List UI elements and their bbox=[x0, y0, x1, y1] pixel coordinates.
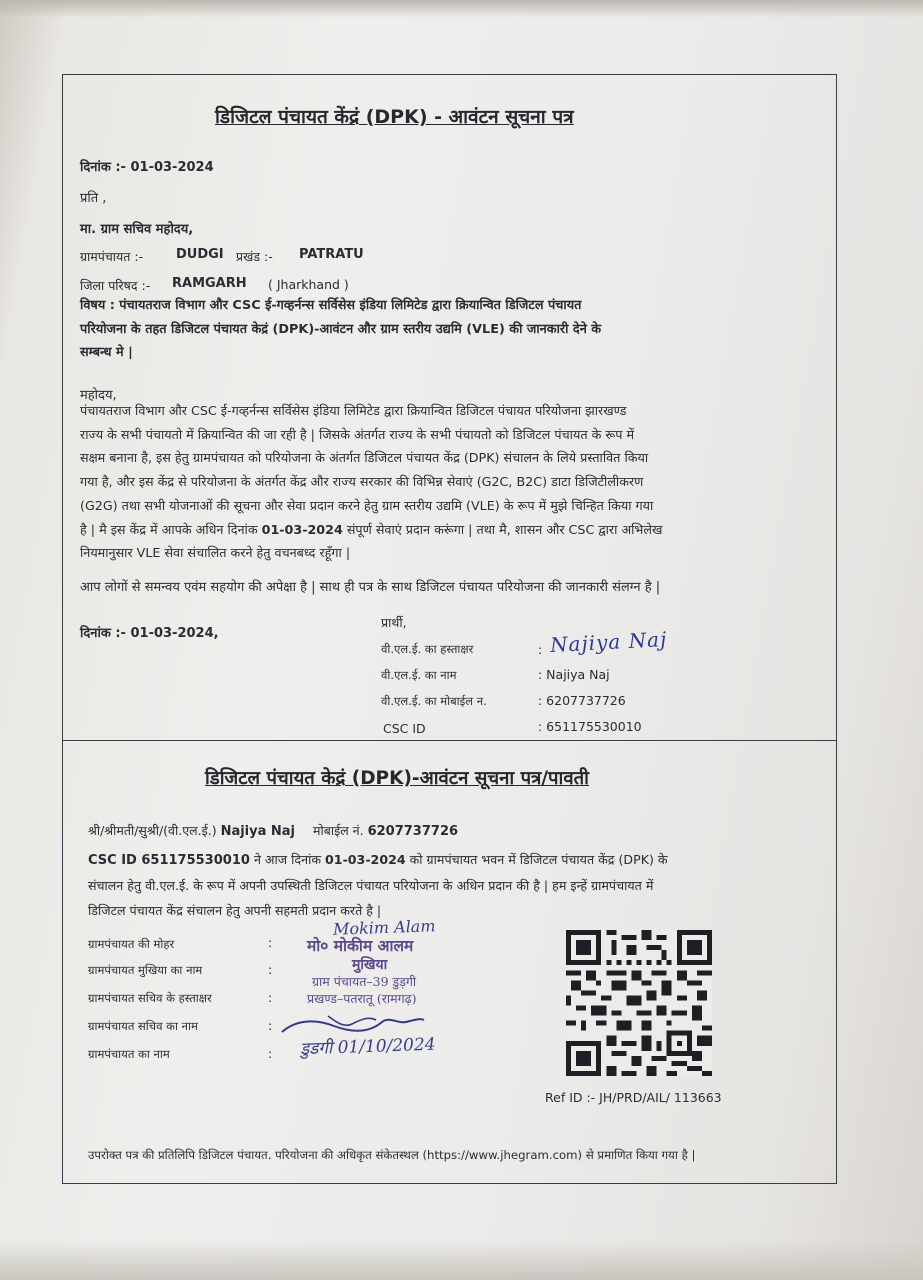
receipt-salutation bbox=[88, 822, 458, 839]
field-colon: : bbox=[268, 1018, 273, 1033]
body-line: नियमानुसार VLE सेवा संचालित करने हेतु वचनबध्द रहूँगा | bbox=[80, 545, 351, 561]
field-colon: : bbox=[268, 1046, 273, 1061]
receipt-title: डिजिटल पंचायत केद्रं (DPK)-आवंटन सूचना पत्र/पावती bbox=[205, 768, 589, 789]
receipt-mobile-label: मोबाईल नं. bbox=[313, 823, 364, 838]
state-value: ( Jharkhand ) bbox=[268, 277, 349, 292]
subject bbox=[80, 294, 601, 365]
stamp-line: प्रखण्ड–पतरातू (रामगढ़) bbox=[307, 991, 417, 1006]
sign-date: दिनांक :- 01-03-2024, bbox=[80, 626, 219, 641]
ref-id: Ref ID :- JH/PRD/AIL/ 113663 bbox=[545, 1090, 722, 1105]
district-label: जिला परिषद :- bbox=[80, 278, 151, 293]
vle-sign-label: वी.एल.ई. का हस्ताक्षर bbox=[381, 642, 474, 656]
csc-id-label: CSC ID bbox=[383, 721, 426, 736]
vle-mobile-value: : 6207737726 bbox=[538, 693, 626, 708]
to-line: प्रति , bbox=[80, 191, 107, 206]
handwritten-date: डुडगी 01/10/2024 bbox=[299, 1034, 436, 1060]
receipt-mobile-value: 6207737726 bbox=[367, 824, 459, 839]
body-line bbox=[80, 518, 662, 542]
receipt-line: संचालन हेतु वी.एल.ई. के रूप में अपनी उपस्थिती डिजिटल पंचायत परियोजना के अधिन प्रदान की है | हम इन्हें ग्रामपंचायत में bbox=[88, 878, 654, 893]
footer-note: उपरोक्त पत्र की प्रतिलिपि डिजिटल पंचायत. परियोजना की अधिकृत संकेतस्थल (https://www.jhegram.com) से प्रमाणित किया गया है | bbox=[88, 1148, 696, 1162]
page-shadow-top bbox=[0, 0, 923, 18]
notice-date: दिनांक :- 01-03-2024 bbox=[80, 160, 214, 175]
receipt-paragraph bbox=[88, 847, 668, 923]
district-value: RAMGARH bbox=[172, 276, 247, 291]
receipt-line: डिजिटल पंचायत केंद्र संचालन हेतु अपनी सहमती प्रदान करते है | bbox=[88, 903, 382, 918]
vle-mobile-label: वी.एल.ई. का मोबाईल न. bbox=[381, 694, 487, 708]
field-label-panchayat-name: ग्रामपंचायत का नाम bbox=[88, 1047, 170, 1061]
stamp-line: ग्राम पंचायत–39 डुड़गी bbox=[312, 974, 417, 989]
body-line: पंचायतराज विभाग और CSC ई-गव्हर्नन्स सर्विसेस इंडिया लिमिटेड द्वारा क्रियान्वित डिजिटल पंचायत परियोजना झारखण्ड bbox=[80, 403, 627, 418]
notice-title: डिजिटल पंचायत केंद्रं (DPK) - आवंटन सूचना पत्र bbox=[215, 106, 574, 128]
subject-line: सम्बन्ध मे | bbox=[80, 345, 133, 361]
body-line6-post: संपूर्ण सेवाएं प्रदान करूंगा | तथा मै, शासन और CSC द्वारा अभिलेख bbox=[346, 521, 663, 537]
body-line6-date: 01-03-2024 bbox=[261, 521, 343, 537]
receipt-csc-id: CSC ID 651175530010 bbox=[88, 853, 250, 868]
block-label: प्रखंड :- bbox=[236, 249, 273, 264]
addressee: मा. ग्राम सचिव महोदय, bbox=[80, 222, 194, 237]
vle-sign-colon: : bbox=[538, 642, 543, 657]
body-line: राज्य के सभी पंचायतो में क्रियान्वित की जा रही है | जिसके अंतर्गत राज्य के सभी पंचायतो को डिजिटल पंचायत के रूप में bbox=[80, 426, 635, 442]
receipt-line bbox=[88, 847, 668, 873]
receipt-salutation-prefix: श्री/श्रीमती/सुश्री/(वी.एल.ई.) bbox=[88, 823, 217, 838]
field-label-seal: ग्रामपंचायत की मोहर bbox=[88, 937, 175, 951]
applicant-label: प्रार्थी, bbox=[381, 615, 407, 630]
body-line: गया है, और इस केंद्र से परियोजना के अंतर्गत केंद्र और राज्य सरकार की विभिन्न सेवाएं (G2C, B2C) डाटा डिजिटीलीकरण bbox=[80, 474, 644, 490]
body-line: (G2G) तथा सभी योजनाओं की सूचना और सेवा प्रदान करने हेतु ग्राम स्तरीय उद्यमि (VLE) के रूप में मुझे चिन्हित किया गया bbox=[80, 497, 654, 513]
gram-panchayat-label: ग्रामपंचायत :- bbox=[80, 249, 144, 264]
stamp-handwritten-name: Mokim Alam bbox=[332, 916, 436, 939]
section-divider bbox=[62, 740, 837, 741]
receipt-line-mid: ने आज दिनांक bbox=[253, 852, 322, 867]
vle-signature: Najiya Naj bbox=[549, 626, 668, 658]
body-line: सक्षम बनाना है, इस हेतु ग्रामपंचायत को परियोजना के अंतर्गत डिजिटल पंचायत केंद्र (DPK) संचालन के लिये प्रस्तावित किया bbox=[80, 450, 649, 466]
stamp-line: मुखिया bbox=[352, 957, 388, 973]
stamp-line: मो० मोकीम आलम bbox=[307, 936, 414, 955]
receipt-date: 01-03-2024 bbox=[325, 852, 406, 867]
body-paragraph bbox=[80, 399, 662, 565]
subject-line: विषय : पंचायतराज विभाग और CSC ई-गव्हर्नन्स सर्विसेस इंडिया लिमिटेड द्वारा क्रियान्वित डिजिटल पंचायत bbox=[80, 298, 582, 313]
field-colon: : bbox=[268, 990, 273, 1005]
field-label-secretary-sign: ग्रामपंचायत सचिव के हस्ताक्षर bbox=[88, 991, 212, 1005]
vle-name-value: : Najiya Naj bbox=[538, 667, 610, 682]
gram-panchayat-value: DUDGI bbox=[176, 247, 224, 262]
closing-line: आप लोगों से समन्वय एवंम सहयोग की अपेक्षा है | साथ ही पत्र के साथ डिजिटल पंचायत परियोजना की जानकारी संलग्न है | bbox=[80, 580, 661, 595]
field-colon: : bbox=[268, 962, 273, 977]
receipt-vle-name: Najiya Naj bbox=[220, 824, 296, 839]
csc-id-value: : 651175530010 bbox=[538, 719, 642, 734]
salutation: महोदय, bbox=[80, 388, 117, 403]
receipt-line-post: को ग्रामपंचायत भवन में डिजिटल पंचायत केंद्र (DPK) के bbox=[409, 852, 668, 867]
page-shadow-bottom bbox=[0, 1240, 923, 1280]
body-line6-pre: है | मै इस केंद्र में आपके अधिन दिनांक bbox=[80, 521, 258, 537]
vle-name-label: वी.एल.ई. का नाम bbox=[381, 668, 457, 682]
field-colon: : bbox=[268, 935, 273, 950]
field-label-secretary-name: ग्रामपंचायत सचिव का नाम bbox=[88, 1019, 198, 1033]
subject-line: परियोजना के तहत डिजिटल पंचायत केद्रं (DPK)-आवंटन और ग्राम स्तरीय उद्यमि (VLE) की जानकारी देने के bbox=[80, 321, 602, 337]
block-value: PATRATU bbox=[299, 247, 364, 262]
qr-code bbox=[566, 930, 712, 1076]
field-label-mukhiya: ग्रामपंचायत मुखिया का नाम bbox=[88, 963, 203, 977]
